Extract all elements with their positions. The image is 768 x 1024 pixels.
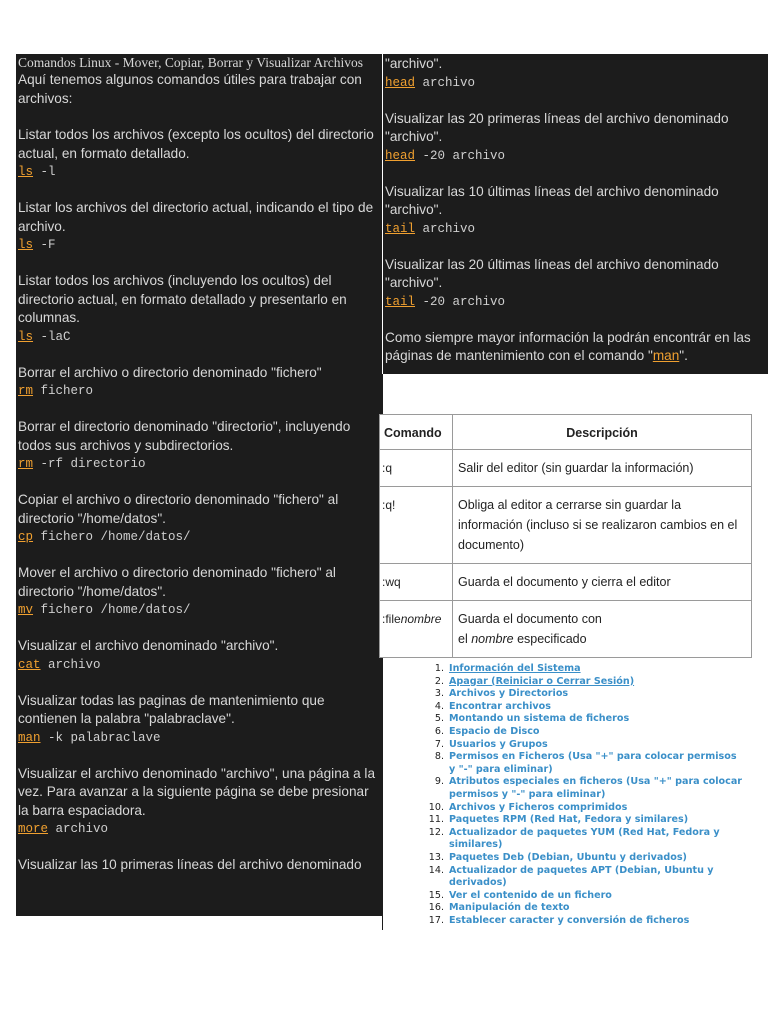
man-link[interactable]: man [652, 348, 680, 363]
topic-link[interactable]: Archivos y Directorios [449, 688, 569, 700]
list-number: 8. [434, 751, 444, 763]
table-header-row [380, 415, 752, 450]
list-number: 10. [428, 801, 444, 813]
list-item [424, 701, 744, 714]
command-args: -k palabraclave [40, 730, 161, 745]
command-name[interactable]: head [385, 148, 416, 163]
command-description: Listar los archivos del directorio actual, indicando el tipo de archivo. [18, 200, 374, 234]
list-number: 3. [434, 688, 444, 700]
topic-link[interactable]: Información del Sistema [449, 663, 581, 674]
command-line [18, 656, 380, 674]
column-header-description: Descripción [453, 415, 752, 450]
topic-link[interactable]: Paquetes RPM (Red Hat, Fedora y similares) [449, 814, 689, 826]
topic-link[interactable]: Permisos en Ficheros (Usa "+" para colocar permisos y "-" para eliminar) [449, 751, 737, 775]
command-name[interactable]: head [385, 75, 416, 90]
command-description: Visualizar las 20 primeras líneas del archivo denominado "archivo". [385, 110, 729, 144]
list-item [424, 713, 744, 726]
list-item [424, 739, 744, 752]
list-item [424, 802, 744, 815]
command-description: Copiar el archivo o directorio denominado "fichero" al directorio "/home/datos". [18, 492, 339, 526]
command-name[interactable]: tail [385, 294, 416, 309]
list-number: 2. [434, 675, 444, 687]
list-number: 5. [434, 713, 444, 725]
list-number: 12. [428, 826, 444, 838]
topic-link[interactable]: Montando un sistema de ficheros [449, 713, 630, 725]
command-description: Borrar el directorio denominado "directorio", incluyendo todos sus archivos y subdirectorios. [18, 419, 351, 453]
command-args: -20 archivo [415, 148, 506, 163]
command-description: Visualizar las 10 últimas líneas del archivo denominado "archivo". [385, 183, 719, 217]
command-name[interactable]: man [18, 730, 41, 745]
column-header-command: Comando [380, 415, 453, 450]
command-name[interactable]: mv [18, 603, 34, 617]
list-item [424, 890, 744, 903]
list-item [424, 676, 744, 689]
command-args: archivo [415, 221, 476, 236]
command-line [385, 147, 768, 165]
command-description: Visualizar el archivo denominado "archivo". [18, 638, 279, 653]
command-name[interactable]: ls [18, 329, 34, 344]
command-name[interactable]: cp [18, 530, 34, 544]
editor-command-cell: :filenombre [380, 601, 453, 658]
command-line [18, 455, 380, 473]
command-line [385, 74, 768, 92]
topic-link[interactable]: Encontrar archivos [449, 700, 551, 712]
list-item [424, 776, 744, 801]
list-number: 16. [428, 902, 444, 914]
command-description: Listar todos los archivos (incluyendo los ocultos) del directorio actual, en formato detallado y presentarlo en columnas. [18, 273, 347, 325]
command-name[interactable]: ls [18, 165, 34, 179]
left-command-list [18, 126, 380, 856]
right-command-list [385, 110, 768, 329]
command-args: -20 archivo [415, 294, 506, 309]
command-args: archivo [48, 822, 109, 836]
list-item [424, 751, 744, 776]
topic-link-list [424, 663, 744, 927]
list-number: 11. [428, 814, 444, 826]
list-item [424, 663, 744, 676]
command-description: Visualizar el archivo denominado "archivo", una página a la vez. Para avanzar a la siguiente página se debe presionar la barra espaciadora. [18, 765, 376, 818]
command-args: fichero /home/datos/ [33, 530, 191, 544]
editor-command-cell: :q! [380, 487, 453, 564]
command-args: -l [33, 165, 56, 179]
topic-link[interactable]: Archivos y Ficheros comprimidos [449, 801, 628, 813]
command-name[interactable]: ls [18, 238, 34, 252]
list-number: 15. [428, 889, 444, 901]
intro-text: Aquí tenemos algunos comandos útiles para trabajar con archivos: [18, 72, 362, 106]
topic-link[interactable]: Espacio de Disco [449, 725, 540, 737]
table-row [380, 487, 752, 564]
list-number: 13. [428, 851, 444, 863]
list-number: 9. [434, 776, 444, 788]
command-line [18, 528, 380, 546]
command-line [18, 729, 380, 747]
command-args: fichero [33, 384, 94, 398]
editor-commands-table [379, 414, 752, 658]
command-line [18, 236, 380, 254]
command-line [18, 328, 380, 346]
command-args: archivo [415, 75, 476, 90]
command-name[interactable]: cat [18, 657, 41, 672]
list-number: 4. [434, 700, 444, 712]
list-item [424, 915, 744, 928]
editor-command-cell: :wq [380, 564, 453, 601]
closing-text: Como siempre mayor información la podrán encontrár en las páginas de mantenimiento con el comando "man". [385, 329, 751, 363]
topic-link[interactable]: Actualizador de paquetes APT (Debian, Ubuntu y derivados) [449, 864, 714, 889]
list-number: 7. [434, 738, 444, 750]
topic-link[interactable]: Actualizador de paquetes YUM (Red Hat, Fedora y similares) [449, 826, 720, 851]
list-number: 14. [428, 864, 444, 876]
command-args: fichero /home/datos/ [33, 603, 191, 617]
list-item [424, 852, 744, 865]
command-line [18, 601, 380, 619]
trailing-description: Visualizar las 10 primeras líneas del archivo denominado [18, 857, 362, 872]
list-item [424, 827, 744, 852]
command-args: -laC [33, 329, 71, 344]
left-command-panel [16, 54, 382, 916]
topic-link[interactable]: Establecer caracter y conversión de ficheros [449, 914, 690, 926]
topic-link[interactable]: Ver el contenido de un fichero [449, 889, 612, 901]
list-number: 6. [434, 725, 444, 737]
topic-link[interactable]: Paquetes Deb (Debian, Ubuntu y derivados) [449, 851, 687, 863]
editor-command-cell: :q [380, 450, 453, 487]
command-args: -F [33, 238, 56, 252]
command-description: Mover el archivo o directorio denominado "fichero" al directorio "/home/datos". [18, 565, 336, 599]
command-name[interactable]: more [18, 822, 49, 836]
command-description: Visualizar todas las paginas de mantenimiento que contienen la palabra "palabraclave". [18, 692, 325, 726]
editor-description-cell: Obliga al editor a cerrarse sin guardar la información (incluso si se realizaron cambios en el documento) [453, 487, 752, 564]
command-line [18, 820, 380, 838]
command-line [385, 220, 768, 238]
command-description: Visualizar las 20 últimas líneas del archivo denominado "archivo". [385, 256, 719, 290]
table-row [380, 601, 752, 658]
command-name[interactable]: tail [385, 221, 416, 236]
editor-description-cell: Salir del editor (sin guardar la información) [453, 450, 752, 487]
command-name[interactable]: rm [18, 457, 34, 471]
list-item [424, 814, 744, 827]
command-args: archivo [40, 657, 101, 672]
topic-link[interactable]: Apagar (Reiniciar o Cerrar Sesión) [449, 675, 635, 687]
command-line [18, 163, 380, 181]
list-item [424, 688, 744, 701]
list-number: 1. [434, 663, 444, 674]
editor-description-cell: Guarda el documento y cierra el editor [453, 564, 752, 601]
document-title: Comandos Linux - Mover, Copiar, Borrar y Visualizar Archivos [18, 55, 364, 70]
command-args: -rf directorio [33, 457, 146, 471]
list-item [424, 726, 744, 739]
command-line [18, 382, 380, 400]
command-name[interactable]: rm [18, 384, 34, 398]
command-line [385, 293, 768, 311]
editor-description-cell: Guarda el documento con el nombre especificado [453, 601, 752, 658]
command-description: Borrar el archivo o directorio denominado "fichero" [18, 364, 322, 380]
right-command-panel [383, 54, 768, 374]
list-number: 17. [428, 914, 444, 926]
list-item [424, 865, 744, 890]
table-row [380, 450, 752, 487]
list-item [424, 902, 744, 915]
command-description: Listar todos los archivos (excepto los ocultos) del directorio actual, en formato detallado. [18, 127, 374, 161]
topic-link[interactable]: Usuarios y Grupos [449, 738, 548, 750]
table-row [380, 564, 752, 601]
topic-link[interactable]: Manipulación de texto [449, 902, 570, 914]
topic-link[interactable]: Atributos especiales en ficheros (Usa "+" para colocar permisos y "-" para eliminar) [449, 776, 743, 800]
continued-description: "archivo". [385, 56, 443, 71]
